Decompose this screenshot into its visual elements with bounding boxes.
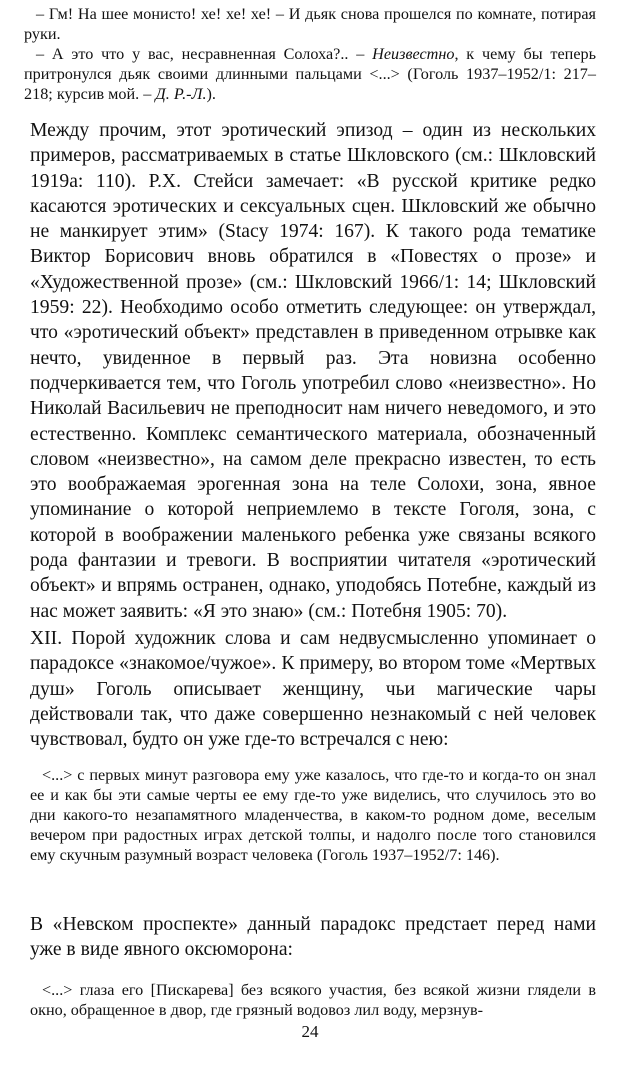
author-initials: Д. Р.-Л. bbox=[155, 85, 207, 103]
paragraph-1: Между прочим, этот эротический эпизод – один из нескольких примеров, рассматриваемых в статье Шкловского (см.: Шкловский 1919а: 110). Р.Х. Стейси замечает: «В русской критике редко касаются эротических и сексуальных сцен. Шкловский же обычно не манкирует этим» (Stacy 1974: 167). К такого рода тематике Виктор Борисович вновь обратился в «Повестях о прозе» и «Художественной прозе» (см.: Шкловский 1966/1: 14; Шкловский 1959: 22). Необходимо особо отметить следующее: он утверждал, что «эротический объект» представлен в приведенном отрывке как нечто, увиденное в первый раз. Эта новизна особенно подчеркивается тем, что Гоголь употребил слово «неизвестно». Но Николай Васильевич не преподносит нам ничего неведомого, и это естественно. Комплекс семантического материала, обозначенный словом «неизвестно», на самом деле прекрасно известен, то есть это воображаемая эрогенная зона на теле Солохи, зона, явное упоминание о которой неприемлемо в тексте Гоголя, зона, с которой в воображении маленького ребенка уже связаны всякого рода фантазии и тревоги. В восприятии читателя «эротический объект» и впрямь остранен, однако, уподобясь Потебне, каждый из нас может заявить: «Я это знаю» (см.: Потебня 1905: 70). bbox=[30, 120, 596, 622]
top-quote bbox=[24, 4, 596, 104]
block-quote-dead-souls: <...> с первых минут разговора ему уже казалось, что где-то и когда-то он знал ее и как бы эти самые черты ее ему где-то уже виделись, что случилось это во дни какого-то незапамятного младенчества, в каком-то родном доме, веселым вечером при радостных играх детской толпы, и надолго после того становился ему скучным разумный возраст человека (Гоголь 1937–1952/7: 146). bbox=[30, 766, 596, 864]
quote-line-2: – А это что у вас, несравненная Солоха?.. – Неизвестно, к чему бы теперь притронулся дьяк своими длинными пальцами <...> (Гоголь 1937–1952/1: 217–218; курсив мой. – Д. Р.-Л.). bbox=[24, 45, 596, 103]
block-quote-nevsky: <...> глаза его [Пискарева] без всякого участия, без всякой жизни глядели в окно, обращенное в двор, где грязный водовоз лил воду, мерзнув- bbox=[30, 981, 596, 1019]
paragraph-2: XII. Порой художник слова и сам недвусмысленно упоминает о парадоксе «знакомое/чужое». К примеру, во втором томе «Мертвых душ» Гоголь описывает женщину, чьи магические чары действовали так, что даже совершенно незнакомый с ней человек чувствовал, будто он уже где-то встречался с нею: bbox=[30, 628, 596, 751]
italic-word: Неизвестно bbox=[372, 45, 455, 63]
page-number: 24 bbox=[301, 1022, 319, 1041]
paragraph-3: В «Невском проспекте» данный парадокс предстает перед нами уже в виде явного оксюморона: bbox=[30, 914, 596, 961]
quote-line-1: – Гм! На шее монисто! хе! хе! хе! – И дьяк снова прошелся по комнате, потирая руки. bbox=[24, 5, 596, 43]
